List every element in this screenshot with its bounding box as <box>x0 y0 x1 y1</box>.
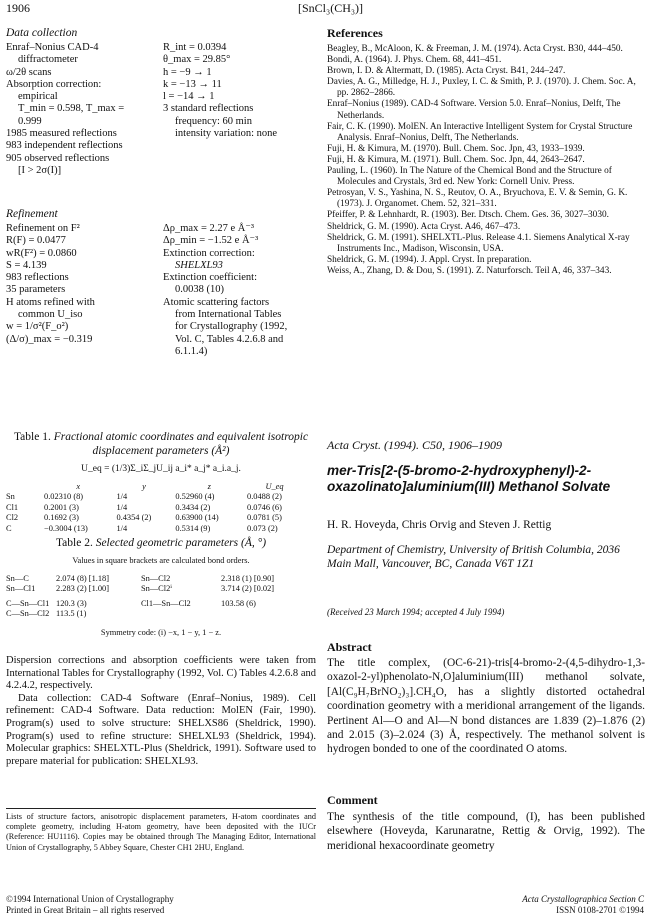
reference-item: Pauling, L. (1960). In The Nature of the Chemical Bond and the Structure of Molecules and Crystals, 3rd ed. New York: Cornell Univ. Press. <box>327 166 612 188</box>
data-collection-left <box>6 42 154 177</box>
page-number: 1906 <box>6 1 30 15</box>
table-row <box>6 584 306 594</box>
table-cell: C <box>6 523 12 533</box>
table2-note: Values in square brackets are calculated bond orders. <box>72 556 250 565</box>
ref-item: from International Tables <box>175 309 282 321</box>
refinement-right <box>163 223 315 358</box>
copyright-footer <box>6 894 174 916</box>
table-cell <box>141 609 221 619</box>
table-cell: Sn—C <box>6 574 29 583</box>
table-cell: 0.073 (2) <box>247 523 278 533</box>
table-row <box>6 609 306 619</box>
reference-item: Davies, A. G., Milledge, H. J., Puxley, I. C. & Smith, P. J. (1970). J. Chem. Soc. A, pp. 2862–2866. <box>327 77 636 99</box>
running-formula: [SnCl₃(CH₃)] <box>298 1 364 15</box>
table-row <box>6 492 306 502</box>
references-section <box>327 26 645 277</box>
table2-label: Table 2. <box>55 537 93 549</box>
table-cell: 0.0781 (5) <box>247 513 282 523</box>
reference-item: Enraf–Nonius (1989). CAD-4 Software. Version 5.0. Enraf–Nonius, Delft, The Netherlands. <box>327 99 621 121</box>
table-cell: 2.074 (8) [1.18] <box>56 574 110 583</box>
reference-item: Petrosyan, V. S., Yashina, N. S., Reutov, O. A., Bryuchova, E. V. & Semin, G. K. (1973). J. Organomet. Chem. 52, 321–331. <box>327 188 628 210</box>
article-received: (Received 23 March 1994; accepted 4 July 1994) <box>327 607 505 617</box>
table-cell: C—Sn—Cl1 <box>6 598 50 608</box>
ref-item: 983 reflections <box>6 272 69 284</box>
dc-item: 0.999 <box>18 115 42 127</box>
table-cell: 0.3434 (2) <box>175 502 211 512</box>
table-cell: 0.0488 (2) <box>247 492 282 502</box>
dc-item: ω/2θ scans <box>6 66 52 78</box>
comment-text: The synthesis of the title compound, (I), has been published elsewhere (Hoveyda, Karunaratne, Rettig & Orvig, 1992). The meridional hexacoordinate geometry <box>327 811 645 852</box>
table-cell: 1/4 <box>116 502 128 512</box>
reference-item: Pfeiffer, P. & Lehnhardt, R. (1903). Ber. Dtsch. Chem. Ges. 36, 3027–3030. <box>327 210 609 221</box>
comment-heading: Comment <box>327 793 378 807</box>
dc-item: h = −9 → 1 <box>163 66 212 78</box>
table-header-row <box>6 482 306 492</box>
reference-item: Bondi, A. (1964). J. Phys. Chem. 68, 441–451. <box>327 55 502 66</box>
ref-item: Atomic scattering factors <box>163 296 270 308</box>
reference-item: Brown, I. D. & Altermatt, D. (1985). Acta Cryst. B41, 244–247. <box>327 66 566 77</box>
column-header <box>6 482 44 492</box>
ref-item: Δρ_min = −1.52 e Å⁻³ <box>163 235 259 247</box>
table2 <box>6 574 306 620</box>
dc-item: R_int = 0.0394 <box>163 42 227 53</box>
dc-item: 1985 measured reflections <box>6 128 117 140</box>
ref-item: SHELXL93 <box>175 259 223 271</box>
table-cell: 0.2001 (3) <box>44 502 79 512</box>
table-cell: 113.5 (1) <box>56 609 87 619</box>
ref-item: common U_iso <box>18 309 83 321</box>
dc-item: Absorption correction: <box>6 78 102 90</box>
ref-item: Extinction correction: <box>163 247 255 259</box>
dispersion-paragraph: Dispersion corrections and absorption coefficients were taken from International Tables for Crystallography (1992, Vol. C) Tables 4.2.6.8 and 4.2.4.2, respectively. <box>6 655 316 692</box>
ref-item: w = 1/σ²(F_o²) <box>6 321 69 333</box>
table-cell: 0.0746 (6) <box>247 502 282 512</box>
ref-item: Δρ_max = 2.27 e Å⁻³ <box>163 223 255 234</box>
ref-item: 0.0038 (10) <box>175 284 224 296</box>
reference-item: Fuji, H. & Kimura, M. (1970). Bull. Chem. Soc. Jpn, 43, 1933–1939. <box>327 143 585 154</box>
reference-item: Sheldrick, G. M. (1991). SHELXTL-Plus. Release 4.1. Siemens Analytical X-ray Instruments Inc., Madison, Wisconsin, USA. <box>327 232 630 254</box>
article-affiliation: Department of Chemistry, University of British Columbia, 2036 Main Mall, Vancouver, BC, Canada V6T 1Z1 <box>327 544 620 570</box>
column-header: z <box>207 482 211 491</box>
table-cell: 103.58 (6) <box>221 598 256 608</box>
ref-item: S = 4.139 <box>6 259 47 271</box>
table-cell: 3.714 (2) [0.02] <box>221 584 275 594</box>
reference-item: Sheldrick, G. M. (1994). J. Appl. Cryst. In preparation. <box>327 254 532 265</box>
dc-item: diffractometer <box>18 54 78 66</box>
table-cell: 0.4354 (2) <box>116 513 152 523</box>
table-cell: C—Sn—Cl2 <box>6 609 50 619</box>
article-authors: H. R. Hoveyda, Chris Orvig and Steven J. Rettig <box>327 519 552 531</box>
reference-item: Fair, C. K. (1990). MolEN. An Interactive Intelligent System for Crystal Structure Analysis. Enraf–Nonius, Delft, The Netherlands. <box>327 121 633 143</box>
page-header <box>6 1 646 17</box>
deposit-note: Lists of structure factors, anisotropic displacement parameters, H-atom coordinates and complete geometry, including H-atom geometry, have been deposited with the IUCr (Reference: HU1116). Copies may be obtained through The Managing Editor, International Union of Crystallography, 5 Abbey Square, Chester CH1 2HU, England. <box>6 812 316 852</box>
table-row <box>6 513 306 523</box>
dc-item: 3 standard reflections <box>163 103 254 115</box>
table1 <box>6 482 306 534</box>
ref-item: Refinement on F² <box>6 223 80 234</box>
reference-item: Fuji, H. & Kimura, M. (1971). Bull. Chem. Soc. Jpn, 44, 2643–2647. <box>327 154 585 165</box>
data-collection-section <box>6 27 316 176</box>
refinement-left <box>6 223 154 346</box>
table-cell: 1/4 <box>116 523 128 533</box>
dc-item: frequency: 60 min <box>175 115 252 127</box>
table-cell: 0.52960 (4) <box>175 492 215 502</box>
references-list <box>327 44 645 277</box>
ref-item: R(F) = 0.0477 <box>6 235 66 247</box>
journal-footer <box>522 894 644 916</box>
table-cell: Cl1—Sn—Cl2 <box>140 598 191 608</box>
article-title: mer-Tris[2-(5-bromo-2-hydroxyphenyl)-2-oxazolinato]aluminium(III) Methanol Solvate <box>327 463 611 494</box>
dc-item: l = −14 → 1 <box>163 91 215 103</box>
article-citation: Acta Cryst. (1994). C50, 1906–1909 <box>327 438 502 452</box>
table1-label: Table 1. <box>13 431 51 443</box>
issn: ISSN 0108-2701 ©1994 <box>556 905 644 915</box>
table-cell: 120.3 (3) <box>56 598 87 608</box>
table-cell: 0.5314 (9) <box>175 523 211 533</box>
dc-item: θ_max = 29.85° <box>163 54 231 66</box>
ref-item: (Δ/σ)_max = −0.319 <box>6 333 93 345</box>
table1-caption <box>6 430 316 458</box>
abstract-heading: Abstract <box>327 640 372 654</box>
table-cell: 2.318 (1) [0.90] <box>221 574 275 583</box>
dc-item: k = −13 → 11 <box>163 78 222 90</box>
left-body-text <box>6 655 316 768</box>
references-heading: References <box>327 26 383 40</box>
ref-item: Extinction coefficient: <box>163 272 257 284</box>
reference-item: Sheldrick, G. M. (1990). Acta Cryst. A46, 467–473. <box>327 221 521 232</box>
reference-item: Weiss, A., Zhang, D. & Dou, S. (1991). Z. Naturforsch. Teil A, 46, 337–343. <box>327 265 612 276</box>
table1-formula: U_eq = (1/3)Σ_iΣ_jU_ij a_i* a_j* a_i.a_j. <box>81 464 241 474</box>
table-cell: 0.63900 (14) <box>175 513 219 523</box>
table2-symmetry: Symmetry code: (i) −x, 1 − y, 1 − z. <box>100 628 222 637</box>
ref-item: 6.1.1.4) <box>175 345 208 357</box>
abstract-text: The title complex, (OC-6-21)-tris[4-bromo-2-(4,5-dihydro-1,3-oxazol-2-yl)phenolato-N,O]aluminium(III) methanol solvate, [Al(C₉H₇BrNO₂)₃].CH₄O, has a slightly distorted octahedral coordination geometry with a meridional arrangement of the ligands. Pertinent Al—O and Al—N bond distances are 1.839 (2)–1.876 (2) and 2.015 (3)–2.024 (3) Å, respectively. The methanol solvent is hydrogen bonded to one of the coordinated O atoms. <box>327 657 645 756</box>
column-header: x <box>76 482 81 491</box>
table-cell: 0.1692 (3) <box>44 513 79 523</box>
ref-item: Vol. C, Tables 4.2.6.8 and <box>175 333 284 345</box>
table-row <box>6 574 306 584</box>
table-cell: 1/4 <box>116 492 128 502</box>
reference-item: Beagley, B., McAloon, K. & Freeman, J. M. (1974). Acta Cryst. B30, 444–450. <box>327 44 623 54</box>
table-cell: Sn—Cl1 <box>6 584 36 594</box>
deposit-divider <box>6 808 316 809</box>
column-header: U_eq <box>265 482 284 491</box>
journal-name: Acta Crystallographica Section C <box>522 894 644 904</box>
dc-item: intensity variation: none <box>175 128 278 140</box>
table-row <box>6 599 306 609</box>
table1-title: Fractional atomic coordinates and equivalent isotropic displacement parameters (Å²) <box>53 431 309 457</box>
programs-paragraph: Data collection: CAD-4 Software (Enraf–Nonius, 1989). Cell refinement: CAD-4 Software. Data reduction: MolEN (Fair, 1990). Program(s) used to solve structure: SHELXS86 (Sheldrick, 1990). Program(s) used to refine structure: SHELXL93 (Sheldrick, 1994). Molecular graphics: SHELXTL-Plus (Sheldrick, 1991). Software used to prepare material for publication: SHELXL93. <box>6 692 316 767</box>
dc-item: 983 independent reflections <box>6 140 123 152</box>
ref-item: for Crystallography (1992, <box>175 321 288 333</box>
copyright-line: ©1994 International Union of Crystallography <box>6 894 174 904</box>
table-cell: Sn—Cl2ⁱ <box>140 584 172 594</box>
dc-item: Enraf–Nonius CAD-4 <box>6 42 99 53</box>
table-row <box>6 524 306 534</box>
ref-item: H atoms refined with <box>6 296 95 308</box>
dc-item: [I > 2σ(I)] <box>18 164 62 176</box>
table-cell: Sn <box>6 492 15 502</box>
column-header: y <box>142 482 146 491</box>
dc-item: empirical <box>18 91 58 103</box>
data-collection-right <box>163 42 313 140</box>
data-collection-heading: Data collection <box>6 27 78 39</box>
table2-caption <box>6 537 316 549</box>
ref-item: wR(F²) = 0.0860 <box>6 247 77 259</box>
refinement-section <box>6 208 316 357</box>
table-cell: 2.283 (2) [1.00] <box>56 584 110 594</box>
refinement-heading: Refinement <box>6 208 58 220</box>
table-cell <box>221 609 306 619</box>
table-cell: 0.02310 (8) <box>44 492 84 502</box>
table-cell: Cl2 <box>6 513 19 523</box>
table-cell: Cl1 <box>6 502 19 512</box>
table-cell: Sn—Cl2 <box>140 574 171 583</box>
table2-title: Selected geometric parameters (Å, °) <box>95 537 267 549</box>
printed-line: Printed in Great Britain – all rights reserved <box>6 905 165 915</box>
ref-item: 35 parameters <box>6 284 66 296</box>
dc-item: 905 observed reflections <box>6 152 110 164</box>
table-cell: −0.3004 (13) <box>44 523 88 533</box>
table-row <box>6 503 306 513</box>
dc-item: T_min = 0.598, T_max = <box>18 103 125 115</box>
